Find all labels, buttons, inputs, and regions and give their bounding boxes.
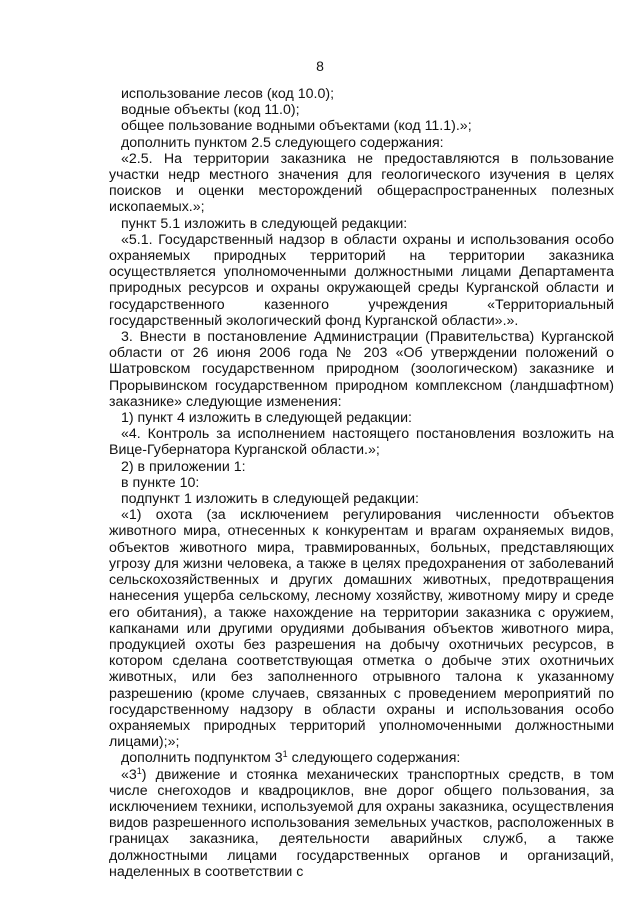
addendum-quote-text: ) движение и стоянка механических транспортных средств, в том числе снегоходов и квадроциклов, вне дорог общего пользования, за исключением техники, используемой для охраны заказника, осуществления видов разрешенного использования земельных участков, расположенных в границах заказника, деятельности аварийных служб, а также должностными лицами государственных органов и организаций, наделенных в соответствии с [109, 766, 614, 880]
paragraph: подпункт 1 изложить в следующей редакции: [121, 491, 419, 508]
paragraph: водные объекты (код 11.0); [121, 102, 300, 119]
addendum-intro-tail: следующего содержания: [287, 750, 461, 767]
paragraph: 3. Внести в постановление Администрации (Правительства) Курганской области от 26 июня 2006 года № 203 «Об утверждении положений о Шатровском государственном природном (зоологическом) заказнике и Прорывинском государственном природном комплексном (ландшафтном) заказнике» следующие изменения: [109, 329, 614, 410]
addendum-quote-open: «3 [121, 766, 137, 783]
paragraph: дополнить пунктом 2.5 следующего содержания: [121, 134, 444, 151]
paragraph: пункт 5.1 изложить в следующей редакции: [121, 215, 408, 232]
paragraph: «2.5. На территории заказника не предоставляются в пользование участки недр местного значения для геологического изучения в целях поисков и оценки месторождений общераспространенных полезных ископаемых.»; [109, 150, 614, 216]
paragraph: в пункте 10: [121, 474, 200, 491]
paragraph: 2) в приложении 1: [121, 458, 246, 475]
superscript: 1 [282, 749, 288, 760]
paragraph: «1) охота (за исключением регулирования численности объектов животного мира, отнесенных к конкурентам и врагам охраняемых видов, объектов животного мира, травмированных, больных, представляющих угрозу для жизни человека, а также в целях предохранения от заболеваний сельскохозяйственных и других домашних животных, предотвращения нанесения ущерба сельскому, лесному хозяйству, животному миру и среде его обитания), а также нахождение на территории заказника с оружием, капканами или другими орудиями добывания объектов животного мира, продукцией охоты без разрешения на добычу охотничьих ресурсов, в котором сделана соответствующая отметка о добыче этих охотничьих животных, или без заполненного отрывного талона к указанному разрешению (кроме случаев, связанных с проведением мероприятий по государственному надзору в области охраны и использования особо охраняемых природных территорий уполномоченными должностными лицами);»; [109, 507, 614, 751]
paragraph: 1) пункт 4 изложить в следующей редакции: [121, 410, 412, 427]
paragraph: «4. Контроль за исполнением настоящего постановления возложить на Вице-Губернатора Курганской области.»; [109, 426, 614, 459]
addendum-intro [109, 750, 614, 766]
page-number: 8 [316, 58, 324, 74]
body-text [109, 86, 614, 880]
addendum-intro-text: дополнить подпунктом 3 [121, 750, 283, 767]
addendum-quote [109, 767, 614, 880]
superscript: 1 [136, 765, 142, 776]
paragraph: использование лесов (код 10.0); [121, 86, 335, 102]
paragraph: «5.1. Государственный надзор в области охраны и использования особо охраняемых природных территорий на территории заказника осуществляется уполномоченными должностными лицами Департамента природных ресурсов и охраны окружающей среды Курганской области и государственного казенного учреждения «Территориальный государственный экологический фонд Курганской области».». [109, 231, 614, 329]
paragraph: общее пользование водными объектами (код 11.1).»; [121, 118, 472, 135]
